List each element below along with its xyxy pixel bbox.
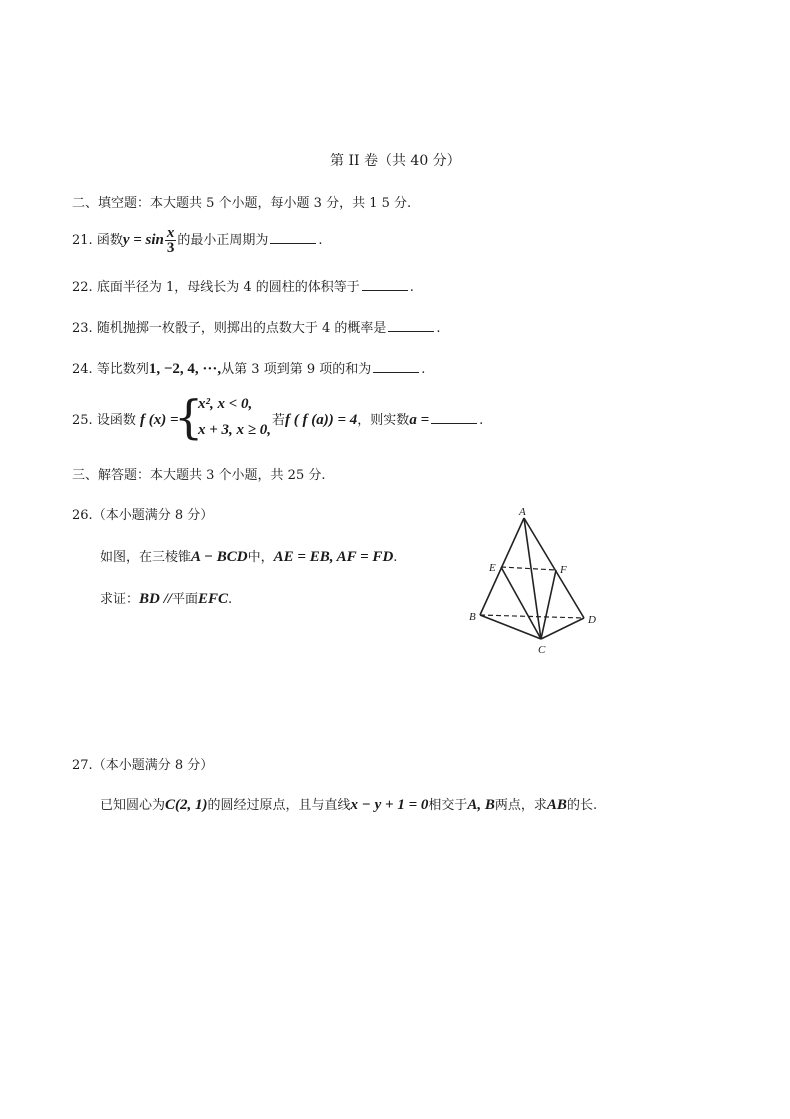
question-number: 24. [72,362,93,377]
question-number: 26. [72,508,93,523]
question-number: 21. [72,233,93,248]
segment-EC [501,567,541,639]
hidden-edge-BD [480,615,584,618]
answer-blank[interactable] [270,231,316,244]
fraction: $\frac{x}{3}$ [166,225,175,256]
question-26-line-1: 如图，在三棱锥A − BCD中，AE = EB, AF = FD. [100,549,398,565]
question-26-line-2: 求证：BD //平面EFC. [100,591,233,607]
answer-blank[interactable] [431,411,477,424]
tetrahedron-figure [460,500,610,660]
section-fill-in-heading: 二、填空题：本大题共 5 个小题，每小题 3 分，共 1 5 分. [72,196,412,211]
math-expr: f ( f (a)) = 4 [285,412,358,428]
math-expr: y = sin [122,232,164,248]
vertex-label-B: B [469,611,476,623]
vertex-label-D: D [588,614,596,626]
question-number: 22. [72,280,93,295]
piecewise-brace: { [174,390,204,444]
question-26-header: 26.（本小题满分 8 分） [72,508,214,523]
piecewise-case-2: x + 3, x ≥ 0, [198,422,272,438]
point-label-E: E [489,562,496,574]
function-name: f (x) = [139,412,179,428]
piecewise-case-1: x², x < 0, [198,396,253,412]
math-var: a = [409,412,430,428]
vertex-label-C: C [538,644,546,656]
question-number: 25. [72,413,93,428]
question-25-suffix: 若f ( f (a)) = 4，则实数a = . [272,412,484,428]
question-21: 21. 函数y = sin $\frac{x}{3}$ 的最小正周期为 . [72,225,323,256]
question-number: 23. [72,321,93,336]
edge-AC [524,518,541,639]
edge-AD [524,518,584,618]
question-22: 22. 底面半径为 1，母线长为 4 的圆柱的体积等于 . [72,280,414,295]
edge-BC [480,615,541,639]
vertex-label-A: A [519,506,526,518]
question-25-prefix: 25. 设函数 f (x) = [72,412,179,428]
question-27-header: 27.（本小题满分 8 分） [72,758,214,773]
question-number: 27. [72,758,93,773]
page-title: 第 II 卷（共 40 分） [330,153,461,169]
question-24: 24. 等比数列1, −2, 4, ···,从第 3 项到第 9 项的和为 . [72,361,426,377]
edge-CD [541,618,584,639]
question-27-body: 已知圆心为C(2, 1)的圆经过原点，且与直线x − y + 1 = 0相交于A, B两点，求AB的长. [100,797,598,813]
answer-blank[interactable] [388,319,434,332]
sequence: 1, −2, 4, ···, [148,361,222,377]
segment-FC [541,570,556,639]
answer-blank[interactable] [373,360,419,373]
point-label-F: F [560,564,567,576]
answer-blank[interactable] [362,278,408,291]
question-23: 23. 随机抛掷一枚骰子，则掷出的点数大于 4 的概率是 . [72,321,441,336]
hidden-segment-EF [501,567,556,570]
section-solve-heading: 三、解答题：本大题共 3 个小题，共 25 分. [72,468,326,483]
